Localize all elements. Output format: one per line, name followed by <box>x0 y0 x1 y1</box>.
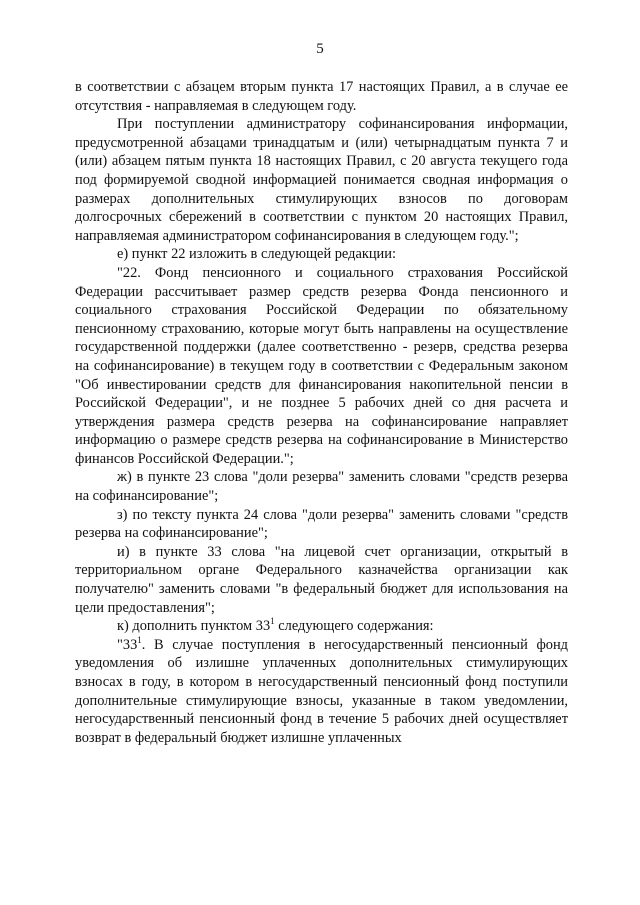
item-k-text-before: к) дополнить пунктом 33 <box>117 618 271 635</box>
paragraph-item-k <box>75 617 568 636</box>
document-body <box>75 78 568 747</box>
item-33-1-superscript: 1 <box>137 634 142 645</box>
paragraph-administrator: При поступлении администратору софинансирования информации, предусмотренной абзацами тринадцатым и (или) четырнадцатым пункта 7 и (или) абзацем пятым пункта 18 настоящих Правил, с 20 августа текущего года под формируемой сводной информацией понимается сводная информация о размерах дополнительных стимулирующих взносов по договорам долгосрочных сбережений в соответствии с пунктом 20 настоящих Правил, направляемая администратором софинансирования в следующем году."; <box>75 116 568 244</box>
paragraph-continuation: в соответствии с абзацем вторым пункта 17 настоящих Правил, а в случае ее отсутствия - направляемая в следующем году. <box>75 79 568 114</box>
paragraph-item-zh: ж) в пункте 23 слова "доли резерва" заменить словами "средств резерва на софинансирование"; <box>75 469 568 505</box>
paragraph-item-z: з) по тексту пункта 24 слова "доли резерва" заменить словами "средств резерва на софинансирование"; <box>75 506 568 542</box>
item-k-text-after: следующего содержания: <box>274 618 434 635</box>
item-33-1-text-after: . В случае поступления в негосударственный пенсионный фонд уведомления об излишне уплаченных дополнительных стимулирующих взносах в году, в котором в негосударственный пенсионный фонд поступили дополнительные стимулирующие взносы, указанные в таком уведомлении, негосударственный пенсионный фонд в течение 5 рабочих дней осуществляет возврат в федеральный бюджет излишне уплаченных <box>75 636 568 746</box>
page-number: 5 <box>316 41 324 57</box>
paragraph-item-i: и) в пункте 33 слова "на лицевой счет организации, открытый в территориальном органе Федерального казначейства организации как получателю" заменить словами "в федеральный бюджет для использования на цели предоставления"; <box>75 543 568 616</box>
paragraph-item-22: "22. Фонд пенсионного и социального страхования Российской Федерации рассчитывает размер средств резерва Фонда пенсионного и социального страхования Российской Федерации по обязательному пенсионному страхованию, которые могут быть направлены на осуществление государственной поддержки (далее соответственно - резерв, средства резерва на софинансирование) в текущем году в соответствии с Федеральным законом "Об инвестировании средств для финансирования накопительной пенсии в Российской Федерации", и не позднее 5 рабочих дней со дня расчета и утверждения размера средств резерва на софинансирование направляет информацию о размере средств резерва на софинансирование в Министерство финансов Российской Федерации."; <box>75 264 568 467</box>
paragraph-item-e: е) пункт 22 изложить в следующей редакции: <box>117 246 396 263</box>
paragraph-item-33-1 <box>75 636 568 748</box>
item-k-superscript: 1 <box>270 616 275 627</box>
item-33-1-text-before: "33 <box>117 636 138 653</box>
